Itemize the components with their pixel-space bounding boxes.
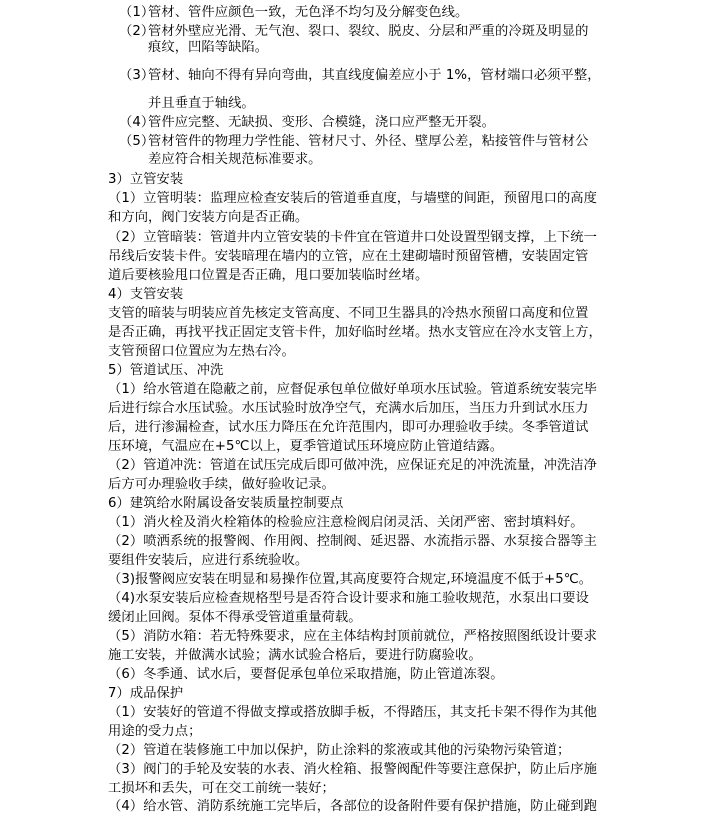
line-text: （2）管道冲洗：管道在试压完成后即可做冲洗，应保证充足的冲洗流量，冲洗洁净 xyxy=(108,458,597,473)
line-text: （1）立管明装：监理应检查安装后的管道垂直度，与墙壁的间距，预留甩口的高度 xyxy=(108,191,597,206)
line-text: 后方可办理验收手续，做好验收记录。 xyxy=(108,477,335,492)
line-text: 缓闭止回阀。泵体不得承受管道重量荷载。 xyxy=(108,610,362,625)
line-text: 并且垂直于轴线。 xyxy=(148,96,255,111)
line-text: 要组件安装后，应进行系统验收。 xyxy=(108,553,309,568)
line-text: 5）管道试压、冲洗 xyxy=(108,363,224,378)
item-number: （1） xyxy=(119,5,155,20)
line-text: 管材外壁应光滑、无气泡、裂口、裂纹、脱皮、分层和严重的冷斑及明显的 xyxy=(148,24,589,39)
item-number: （3） xyxy=(119,68,155,83)
line-text: （4)水泵安装后应检查规格型号是否符合设计要求和施工验收规范，水泵出口要设 xyxy=(108,591,589,606)
continuation-line xyxy=(148,37,268,59)
line-text: 7）成品保护 xyxy=(108,686,184,701)
line-text: （2）喷洒系统的报警阀、作用阀、控制阀、延迟器、水流指示器、水泵接合器等主 xyxy=(108,534,597,549)
item-number: （5） xyxy=(119,134,155,149)
line-text: （3）阀门的手轮及安装的水表、消火栓箱、报警阀配件等要注意保护，防止后序施 xyxy=(108,762,597,777)
line-text: 4）支管安装 xyxy=(108,287,184,302)
line-text: （3)报警阀应安装在明显和易操作位置,其高度要符合规定,环境温度不低于+5℃。 xyxy=(108,572,593,587)
line-text: 施工安装，并做满水试验；满水试验合格后，要进行防腐验收。 xyxy=(108,648,482,663)
line-text: 后，进行渗漏检查，试水压力降压在允许范围内，即可办理验收手续。冬季管道试 xyxy=(108,420,589,435)
paragraph-line xyxy=(108,207,308,229)
line-text: 管材、轴向不得有异向弯曲，其直线度偏差应小于 1%，管材端口必须平整， xyxy=(148,68,601,83)
line-text: 管材管件的物理力学性能、管材尺寸、外径、壁厚公差，粘接管件与管材公 xyxy=(148,134,589,149)
line-text: （2）管道在装修施工中加以保护，防止涂料的浆液或其他的污染物污染管道； xyxy=(108,743,571,758)
line-text: 痕纹，凹陷等缺陷。 xyxy=(148,40,269,55)
line-text: 管件应完整、无缺损、变形、合模缝，浇口应严整无开裂。 xyxy=(148,115,496,130)
line-text: 支管预留口位置应为左热右冷。 xyxy=(108,344,295,359)
line-text: 道后要核验甩口位置是否正确，甩口要加装临时丝堵。 xyxy=(108,268,429,283)
line-text: 工损坏和丢失，可在交工前统一装好； xyxy=(108,781,335,796)
line-text: 和方向，阀门安装方向是否正确。 xyxy=(108,210,309,225)
line-text: 吊线后安装卡件。安装暗理在墙内的立管，应在土建砌墙时预留管槽，安装固定管 xyxy=(108,249,589,264)
list-item-numbered xyxy=(119,65,601,87)
paragraph-line xyxy=(108,796,597,818)
line-text: 差应符合相关规范标准要求。 xyxy=(148,152,322,167)
line-text: （6）冬季通、试水后，要督促承包单位采取措施，防止管道冻裂。 xyxy=(108,667,504,682)
line-text: 支管的暗装与明装应首先核定支管高度、不同卫生器具的冷热水预留口高度和位置 xyxy=(108,306,589,321)
line-text: 3）立管安装 xyxy=(108,172,184,187)
line-text: （4）给水管、消防系统施工完毕后，各部位的设备附件要有保护措施，防止碰到跑 xyxy=(108,799,597,814)
line-text: （5）消防水箱：若无特殊要求，应在主体结构封顶前就位，严格按照图纸设计要求 xyxy=(108,629,597,644)
line-text: 是否正确，再找平找正固定支管卡件，加好临时丝堵。热水支管应在冷水支管上方， xyxy=(108,325,602,340)
line-text: 6）建筑给水附属设备安装质量控制要点 xyxy=(108,496,344,511)
line-text: （1）消火栓及消火栓箱体的检验应注意检阀启闭灵活、关闭严密、密封填料好。 xyxy=(108,515,584,530)
line-text: （1）给水管道在隐蔽之前，应督促承包单位做好单项水压试验。管道系统安装完毕 xyxy=(108,382,597,397)
item-number: （2） xyxy=(119,24,155,39)
line-text: 后进行综合水压试验。水压试验时放净空气，充满水后加压，当压力升到试水压力 xyxy=(108,401,589,416)
item-number: （4） xyxy=(119,115,155,130)
line-text: （2）立管暗装：管道井内立管安装的卡件宜在管道井口处设置型钢支撑，上下统一 xyxy=(108,230,597,245)
line-text: 用途的受力点； xyxy=(108,724,202,739)
line-text: 管材、管件应颜色一致，无色泽不均匀及分解变色线。 xyxy=(148,5,469,20)
line-text: （1）安装好的管道不得做支撑或搭放脚手板，不得踏压，其支托卡架不得作为其他 xyxy=(108,705,597,720)
line-text: 压环境，气温应在+5℃以上，夏季管道试压环境应防止管道结露。 xyxy=(108,439,504,454)
continuation-line xyxy=(148,149,322,171)
